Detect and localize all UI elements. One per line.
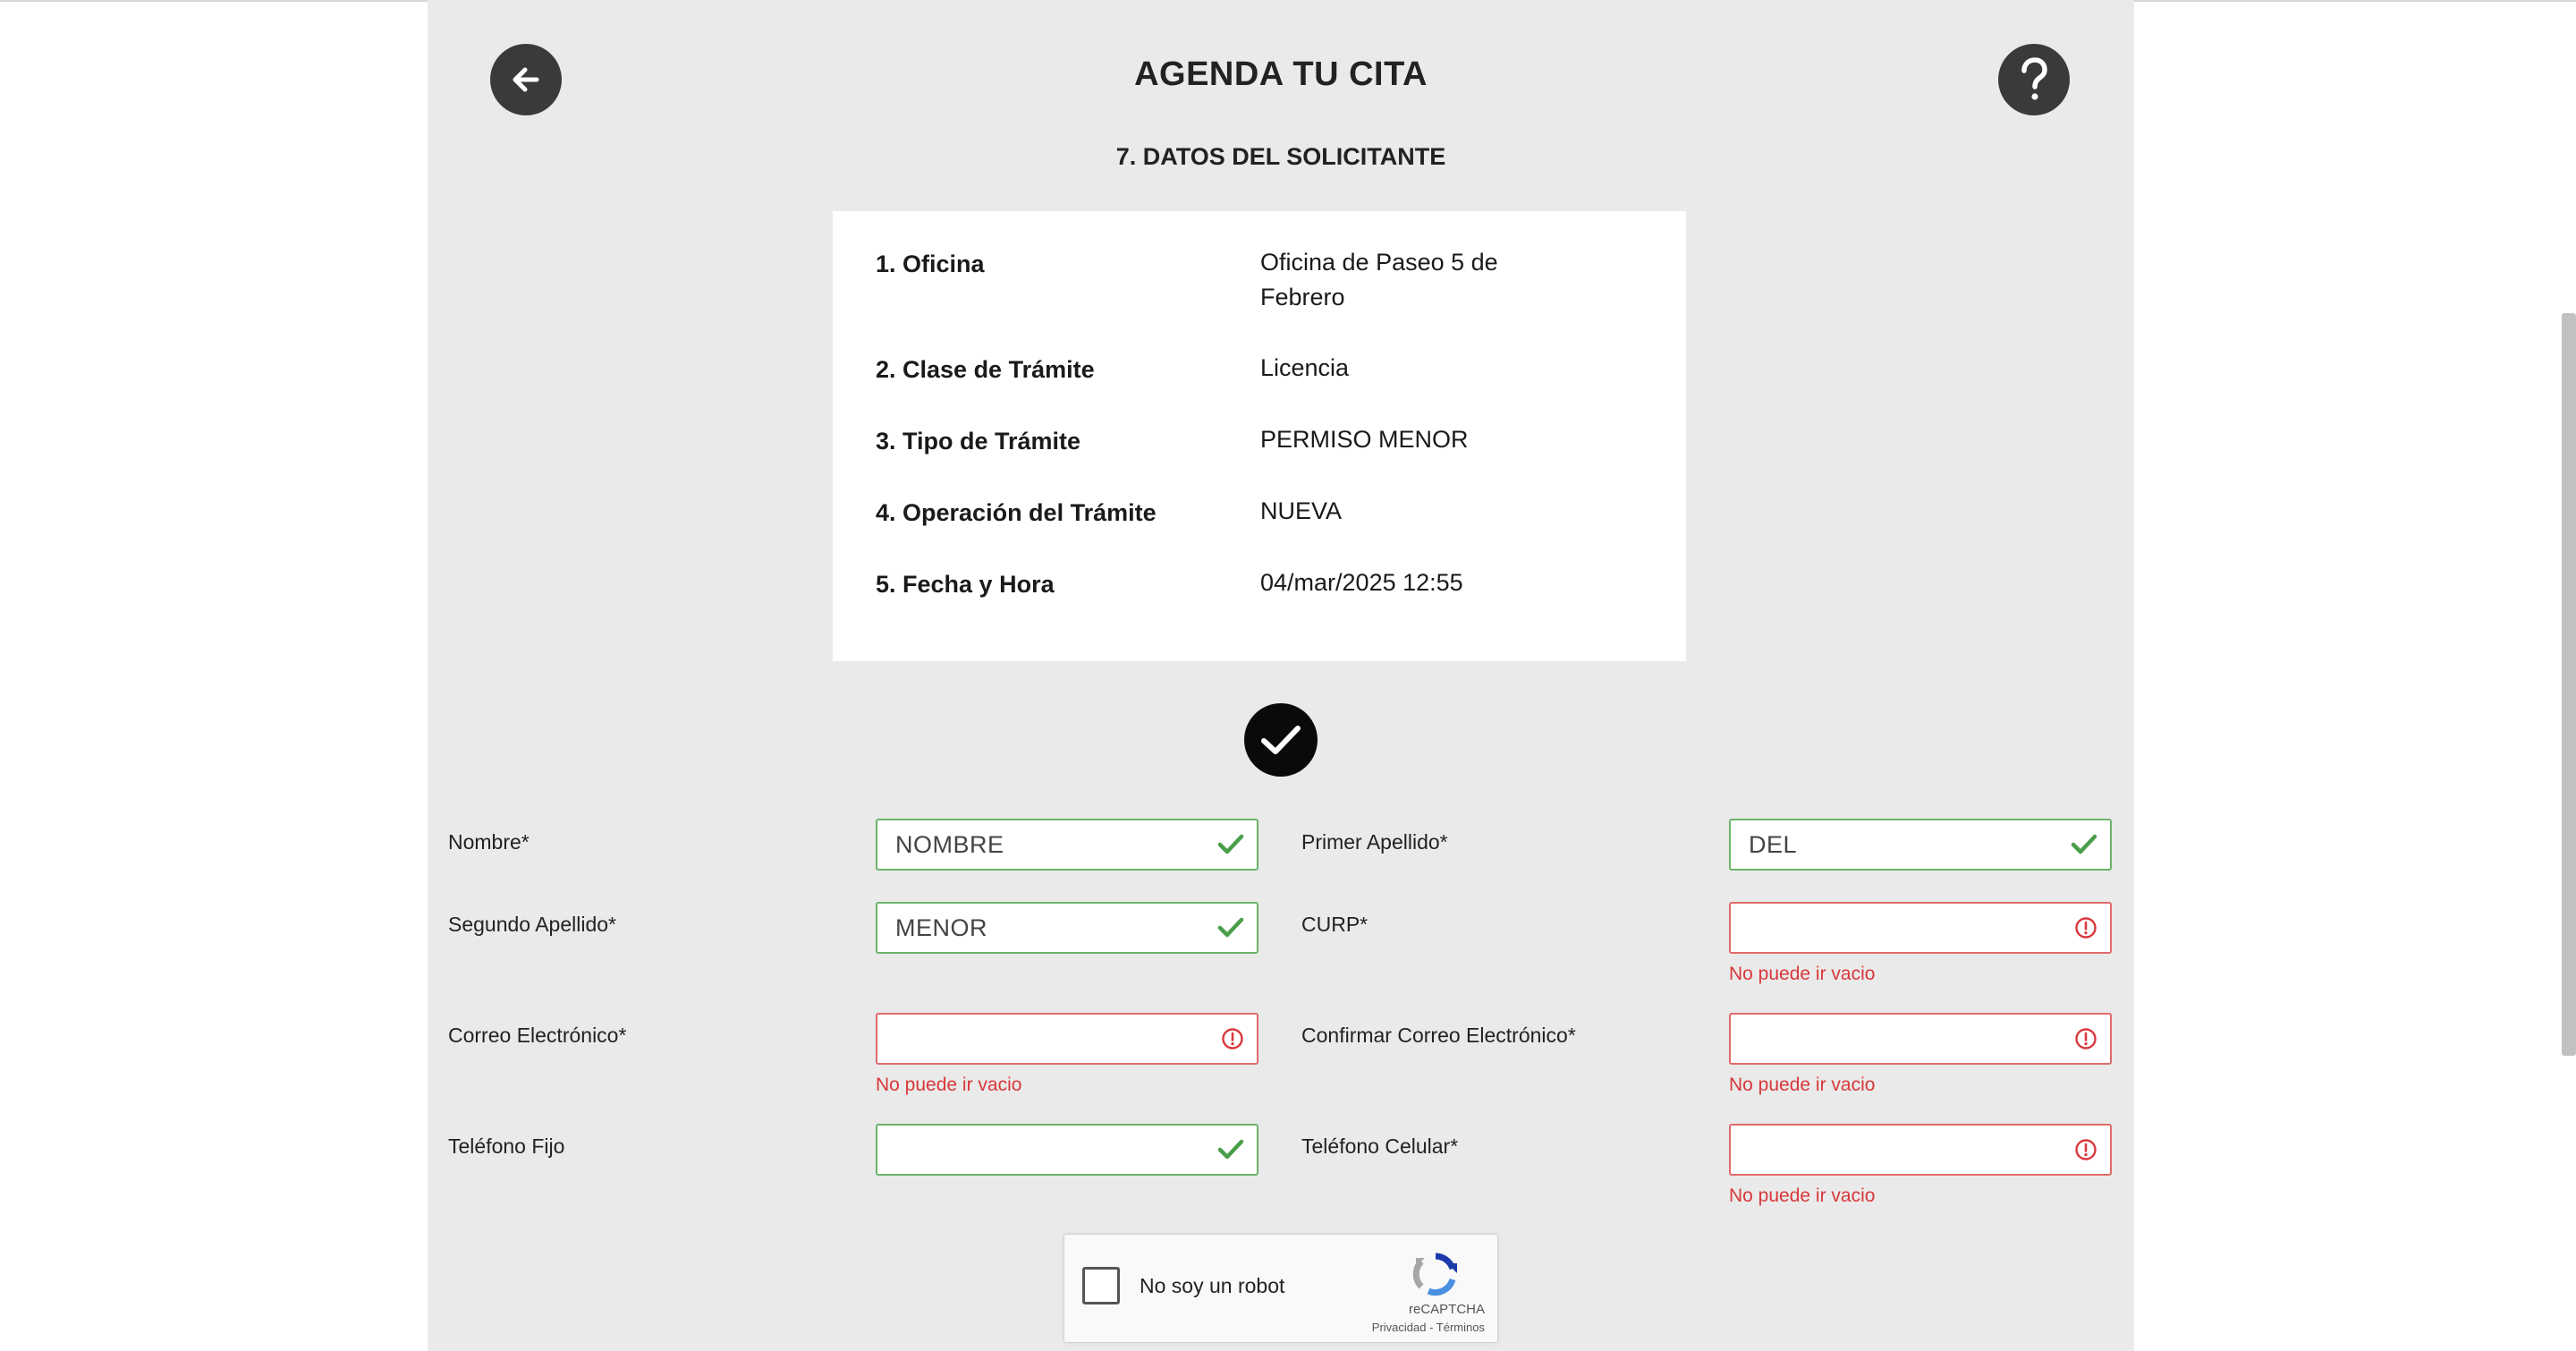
- summary-card: [833, 211, 1686, 661]
- step-title: 7. DATOS DEL SOLICITANTE: [1115, 143, 1446, 170]
- recaptcha-widget: [1063, 1234, 1498, 1343]
- recaptcha-brand: reCAPTCHA: [1408, 1302, 1485, 1317]
- summary-label: 5. Fecha y Hora: [876, 571, 1055, 598]
- confirmed-check-icon: [1244, 703, 1318, 777]
- correo-label: Correo Electrónico*: [448, 1024, 627, 1047]
- page-title: AGENDA TU CITA: [1134, 55, 1428, 93]
- error-alert-icon: [2074, 916, 2097, 939]
- summary-label: 2. Clase de Trámite: [876, 356, 1095, 383]
- recaptcha-checkbox[interactable]: [1082, 1267, 1120, 1304]
- primer-apellido-label: Primer Apellido*: [1301, 830, 1448, 854]
- primer-apellido-input[interactable]: [1729, 819, 2112, 871]
- error-alert-icon: [2074, 1138, 2097, 1161]
- primer-apellido-value: DEL: [1749, 830, 1798, 858]
- summary-value: PERMISO MENOR: [1260, 426, 1469, 453]
- summary-label: 1. Oficina: [876, 251, 985, 277]
- nombre-value: NOMBRE: [895, 830, 1004, 858]
- nombre-input[interactable]: [876, 819, 1258, 871]
- segundo-apellido-input[interactable]: [876, 902, 1258, 954]
- error-alert-icon: [1221, 1027, 1244, 1050]
- question-icon: [2014, 56, 2054, 103]
- recaptcha-label: No soy un robot: [1140, 1274, 1285, 1297]
- scrollbar-thumb[interactable]: [2562, 313, 2576, 1056]
- confirmar-correo-label: Confirmar Correo Electrónico*: [1301, 1024, 1576, 1047]
- summary-value: Licencia: [1260, 354, 1350, 381]
- valid-check-icon: [1217, 916, 1244, 939]
- curp-input[interactable]: [1729, 902, 2112, 954]
- telefono-fijo-label: Teléfono Fijo: [448, 1134, 565, 1158]
- curp-error: No puede ir vacio: [1729, 964, 1876, 984]
- valid-check-icon: [1217, 833, 1244, 856]
- telefono-celular-input[interactable]: [1729, 1124, 2112, 1176]
- segundo-apellido-label: Segundo Apellido*: [448, 913, 616, 936]
- summary-value: NUEVA: [1260, 497, 1343, 524]
- telefono-fijo-input[interactable]: [876, 1124, 1258, 1176]
- recaptcha-logo-icon: [1411, 1251, 1461, 1302]
- help-button[interactable]: [1998, 44, 2070, 115]
- valid-check-icon: [2071, 833, 2097, 856]
- curp-label: CURP*: [1301, 913, 1368, 936]
- summary-label: 4. Operación del Trámite: [876, 499, 1157, 526]
- correo-input[interactable]: [876, 1013, 1258, 1065]
- summary-label: 3. Tipo de Trámite: [876, 428, 1081, 455]
- segundo-apellido-value: MENOR: [895, 913, 987, 941]
- recaptcha-links[interactable]: Privacidad - Términos: [1371, 1321, 1485, 1334]
- summary-value: 04/mar/2025 12:55: [1260, 569, 1463, 596]
- valid-check-icon: [1217, 1138, 1244, 1161]
- confirmar-correo-error: No puede ir vacio: [1729, 1075, 1876, 1095]
- appointment-panel: [428, 0, 2134, 1351]
- nombre-label: Nombre*: [448, 830, 530, 854]
- telefono-celular-label: Teléfono Celular*: [1301, 1134, 1459, 1158]
- telefono-celular-error: No puede ir vacio: [1729, 1185, 1876, 1206]
- correo-error: No puede ir vacio: [876, 1075, 1022, 1095]
- summary-value: Oficina de Paseo 5 de Febrero: [1260, 249, 1498, 310]
- confirmar-correo-input[interactable]: [1729, 1013, 2112, 1065]
- error-alert-icon: [2074, 1027, 2097, 1050]
